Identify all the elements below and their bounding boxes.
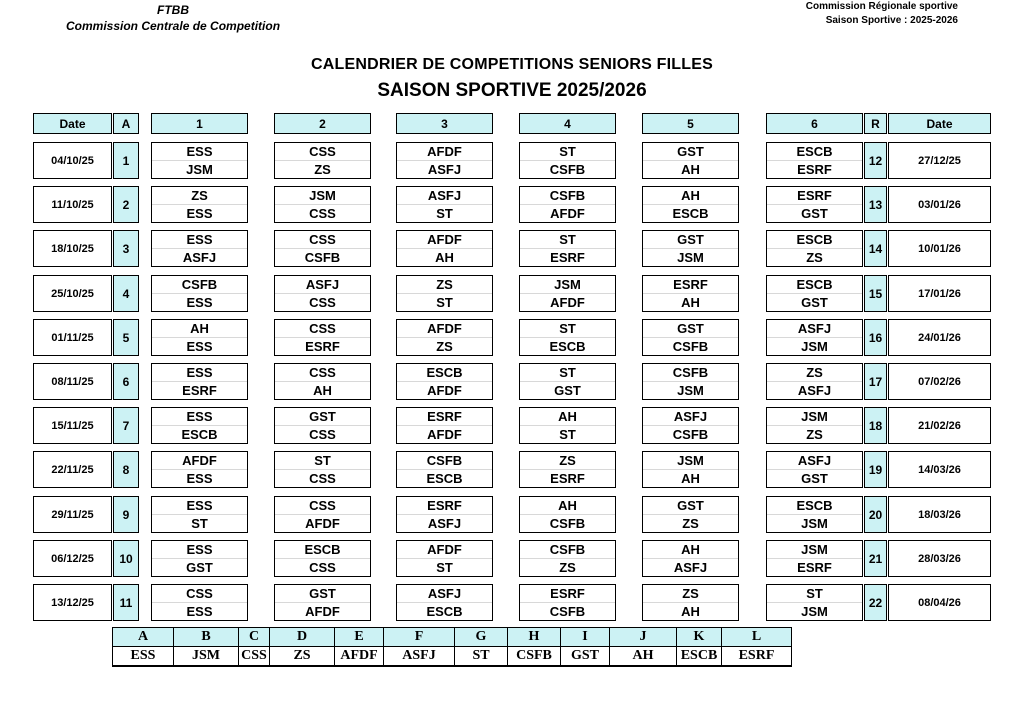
match-box <box>519 540 616 577</box>
home-team: CSS <box>275 497 370 515</box>
round-number-aller: 6 <box>113 363 139 400</box>
away-team: ASFJ <box>673 560 708 575</box>
round-number-retour: 16 <box>864 319 887 356</box>
round-date-retour: 21/02/26 <box>888 407 991 444</box>
match-box <box>274 496 371 533</box>
regional-header <box>806 0 958 28</box>
match-box <box>151 230 248 267</box>
round-date: 06/12/25 <box>33 540 112 577</box>
match-box <box>151 451 248 488</box>
round-date-retour: 17/01/26 <box>888 275 991 312</box>
legend-letter: I <box>561 628 610 647</box>
header-date-retour: Date <box>888 113 991 134</box>
match-box <box>642 186 739 223</box>
team-legend <box>112 627 792 667</box>
home-team: ASFJ <box>767 320 862 338</box>
match-box <box>519 275 616 312</box>
home-team: ASFJ <box>397 585 492 603</box>
home-team: ZS <box>643 585 738 603</box>
round-date-retour: 03/01/26 <box>888 186 991 223</box>
regional-commission: Commission Régionale sportive <box>805 1 958 12</box>
legend-team: ASFJ <box>384 647 455 667</box>
home-team: ST <box>520 231 615 249</box>
legend-team: AH <box>610 647 677 667</box>
legend-team: AFDF <box>335 647 384 667</box>
match-box <box>642 319 739 356</box>
home-team: ESS <box>152 364 247 382</box>
legend-team: ESS <box>113 647 174 667</box>
match-box <box>396 186 493 223</box>
match-box <box>519 319 616 356</box>
home-team: ESRF <box>397 497 492 515</box>
home-team: AFDF <box>397 231 492 249</box>
round-date-retour: 08/04/26 <box>888 584 991 621</box>
away-team: ESS <box>186 471 213 486</box>
away-team: AFDF <box>427 383 462 398</box>
round-number-aller: 3 <box>113 230 139 267</box>
page-title: CALENDRIER DE COMPETITIONS SENIORS FILLES <box>310 56 713 73</box>
home-team: ZS <box>520 452 615 470</box>
home-team: CSFB <box>397 452 492 470</box>
round-number-retour: 14 <box>864 230 887 267</box>
home-team: JSM <box>520 276 615 294</box>
home-team: AFDF <box>397 541 492 559</box>
away-team: AH <box>681 162 700 177</box>
match-box <box>274 407 371 444</box>
match-box <box>642 230 739 267</box>
round-date: 04/10/25 <box>33 142 112 179</box>
home-team: AFDF <box>397 143 492 161</box>
round-number-retour: 21 <box>864 540 887 577</box>
header-game-2: 2 <box>274 113 371 134</box>
away-team: JSM <box>801 604 828 619</box>
round-number-retour: 22 <box>864 584 887 621</box>
match-box <box>274 186 371 223</box>
match-box <box>519 407 616 444</box>
round-number-aller: 11 <box>113 584 139 621</box>
away-team: CSFB <box>549 162 586 177</box>
home-team: ESCB <box>767 497 862 515</box>
away-team: AFDF <box>305 516 340 531</box>
away-team: AFDF <box>550 295 585 310</box>
away-team: AFDF <box>305 604 340 619</box>
home-team: CSFB <box>152 276 247 294</box>
match-box <box>274 275 371 312</box>
away-team: ASFJ <box>427 516 462 531</box>
home-team: ESRF <box>643 276 738 294</box>
round-date: 01/11/25 <box>33 319 112 356</box>
home-team: JSM <box>643 452 738 470</box>
home-team: GST <box>643 143 738 161</box>
match-box <box>766 584 863 621</box>
match-box <box>766 230 863 267</box>
away-team: ZS <box>806 427 823 442</box>
home-team: AH <box>520 497 615 515</box>
away-team: GST <box>554 383 581 398</box>
away-team: AH <box>435 250 454 265</box>
round-number-aller: 5 <box>113 319 139 356</box>
away-team: CSS <box>309 471 336 486</box>
round-date: 22/11/25 <box>33 451 112 488</box>
match-box <box>396 363 493 400</box>
away-team: AH <box>681 295 700 310</box>
away-team: ZS <box>559 560 576 575</box>
round-number-retour: 18 <box>864 407 887 444</box>
away-team: ESRF <box>550 250 585 265</box>
away-team: AH <box>681 471 700 486</box>
home-team: ESS <box>152 408 247 426</box>
home-team: ESRF <box>767 187 862 205</box>
away-team: ESRF <box>305 339 340 354</box>
match-box <box>766 540 863 577</box>
legend-team: ST <box>455 647 508 667</box>
header-date: Date <box>33 113 112 134</box>
round-number-retour: 13 <box>864 186 887 223</box>
away-team: ESCB <box>672 206 709 221</box>
match-box <box>766 496 863 533</box>
legend-team: ZS <box>270 647 335 667</box>
home-team: ASFJ <box>397 187 492 205</box>
home-team: AFDF <box>397 320 492 338</box>
home-team: CSS <box>275 364 370 382</box>
away-team: CSS <box>309 206 336 221</box>
round-number-retour: 15 <box>864 275 887 312</box>
home-team: GST <box>643 231 738 249</box>
round-date: 25/10/25 <box>33 275 112 312</box>
round-number-aller: 9 <box>113 496 139 533</box>
away-team: ESRF <box>182 383 217 398</box>
home-team: AH <box>152 320 247 338</box>
away-team: CSFB <box>672 339 709 354</box>
match-box <box>396 584 493 621</box>
home-team: CSFB <box>520 187 615 205</box>
round-number-aller: 7 <box>113 407 139 444</box>
match-box <box>642 363 739 400</box>
away-team: ZS <box>314 162 331 177</box>
home-team: ST <box>767 585 862 603</box>
legend-teams-row <box>113 647 792 667</box>
away-team: GST <box>801 206 828 221</box>
round-number-aller: 10 <box>113 540 139 577</box>
match-box <box>274 319 371 356</box>
header-game-4: 4 <box>519 113 616 134</box>
round-date-retour: 27/12/25 <box>888 142 991 179</box>
away-team: AFDF <box>427 427 462 442</box>
home-team: GST <box>275 585 370 603</box>
match-box <box>642 275 739 312</box>
away-team: ZS <box>436 339 453 354</box>
away-team: ZS <box>806 250 823 265</box>
season-label: Saison Sportive : 2025-2026 <box>825 15 958 26</box>
away-team: ASFJ <box>182 250 217 265</box>
home-team: ZS <box>397 276 492 294</box>
header-game-6: 6 <box>766 113 863 134</box>
header-game-3: 3 <box>396 113 493 134</box>
match-box <box>766 363 863 400</box>
home-team: ESCB <box>767 231 862 249</box>
federation-name: FTBB <box>157 3 190 17</box>
round-number-aller: 2 <box>113 186 139 223</box>
match-box <box>274 230 371 267</box>
away-team: JSM <box>186 162 213 177</box>
match-box <box>274 363 371 400</box>
match-box <box>642 540 739 577</box>
home-team: GST <box>275 408 370 426</box>
home-team: ST <box>275 452 370 470</box>
round-date-retour: 14/03/26 <box>888 451 991 488</box>
away-team: ESCB <box>549 339 586 354</box>
match-box <box>519 142 616 179</box>
home-team: AH <box>520 408 615 426</box>
away-team: ESS <box>186 295 213 310</box>
legend-letter: D <box>270 628 335 647</box>
away-team: CSS <box>309 560 336 575</box>
home-team: ESS <box>152 231 247 249</box>
match-box <box>642 496 739 533</box>
match-box <box>766 451 863 488</box>
away-team: ESS <box>186 339 213 354</box>
match-box <box>274 451 371 488</box>
round-date-retour: 18/03/26 <box>888 496 991 533</box>
match-box <box>396 407 493 444</box>
match-box <box>151 142 248 179</box>
header-game-1: 1 <box>151 113 248 134</box>
away-team: JSM <box>801 339 828 354</box>
match-box <box>396 451 493 488</box>
home-team: ESCB <box>767 276 862 294</box>
away-team: ASFJ <box>797 383 832 398</box>
away-team: JSM <box>677 250 704 265</box>
home-team: ESRF <box>520 585 615 603</box>
round-number-retour: 12 <box>864 142 887 179</box>
away-team: ESCB <box>181 427 218 442</box>
away-team: ZS <box>682 516 699 531</box>
home-team: ESCB <box>767 143 862 161</box>
round-date-retour: 07/02/26 <box>888 363 991 400</box>
away-team: AH <box>681 604 700 619</box>
round-number-aller: 4 <box>113 275 139 312</box>
home-team: GST <box>643 497 738 515</box>
match-box <box>151 407 248 444</box>
legend-letter: C <box>239 628 270 647</box>
legend-letter: L <box>722 628 792 647</box>
home-team: AFDF <box>152 452 247 470</box>
home-team: CSS <box>275 231 370 249</box>
legend-letter: J <box>610 628 677 647</box>
home-team: ST <box>520 143 615 161</box>
match-box <box>151 584 248 621</box>
header-game-5: 5 <box>642 113 739 134</box>
home-team: CSFB <box>643 364 738 382</box>
home-team: ASFJ <box>767 452 862 470</box>
header-retour: R <box>864 113 887 134</box>
round-number-aller: 8 <box>113 451 139 488</box>
match-box <box>151 540 248 577</box>
match-box <box>519 363 616 400</box>
round-number-retour: 17 <box>864 363 887 400</box>
away-team: GST <box>801 471 828 486</box>
legend-letter: E <box>335 628 384 647</box>
away-team: CSS <box>309 295 336 310</box>
away-team: ASFJ <box>427 162 462 177</box>
home-team: JSM <box>275 187 370 205</box>
round-date: 18/10/25 <box>33 230 112 267</box>
match-box <box>274 584 371 621</box>
match-box <box>151 275 248 312</box>
home-team: CSS <box>152 585 247 603</box>
home-team: JSM <box>767 541 862 559</box>
match-box <box>642 584 739 621</box>
match-box <box>642 407 739 444</box>
home-team: GST <box>643 320 738 338</box>
round-date: 13/12/25 <box>33 584 112 621</box>
match-box <box>766 186 863 223</box>
home-team: ESRF <box>397 408 492 426</box>
legend-letters-row <box>113 628 792 647</box>
away-team: ESS <box>186 604 213 619</box>
match-box <box>151 363 248 400</box>
match-box <box>151 319 248 356</box>
match-box <box>274 540 371 577</box>
match-box <box>642 142 739 179</box>
home-team: CSS <box>275 143 370 161</box>
home-team: ZS <box>767 364 862 382</box>
legend-team: CSS <box>239 647 270 667</box>
away-team: JSM <box>801 516 828 531</box>
away-team: AFDF <box>550 206 585 221</box>
home-team: ESCB <box>397 364 492 382</box>
round-date: 11/10/25 <box>33 186 112 223</box>
match-box <box>766 275 863 312</box>
match-box <box>396 496 493 533</box>
round-date: 08/11/25 <box>33 363 112 400</box>
match-box <box>396 540 493 577</box>
round-date-retour: 28/03/26 <box>888 540 991 577</box>
match-box <box>519 451 616 488</box>
away-team: ESCB <box>426 604 463 619</box>
legend-letter: B <box>174 628 239 647</box>
legend-team: JSM <box>174 647 239 667</box>
match-box <box>396 142 493 179</box>
match-box <box>519 230 616 267</box>
away-team: ST <box>191 516 208 531</box>
match-box <box>151 186 248 223</box>
round-date: 29/11/25 <box>33 496 112 533</box>
match-box <box>396 230 493 267</box>
round-date-retour: 10/01/26 <box>888 230 991 267</box>
away-team: CSFB <box>549 516 586 531</box>
page-subtitle: SAISON SPORTIVE 2025/2026 <box>377 80 647 101</box>
match-box <box>642 451 739 488</box>
match-box <box>396 275 493 312</box>
legend-letter: G <box>455 628 508 647</box>
home-team: ESS <box>152 143 247 161</box>
match-box <box>274 142 371 179</box>
away-team: ESRF <box>797 560 832 575</box>
away-team: ESRF <box>797 162 832 177</box>
home-team: ST <box>520 320 615 338</box>
legend-team: ESCB <box>677 647 722 667</box>
away-team: CSFB <box>549 604 586 619</box>
match-box <box>766 407 863 444</box>
round-number-retour: 19 <box>864 451 887 488</box>
home-team: ZS <box>152 187 247 205</box>
legend-letter: F <box>384 628 455 647</box>
round-number-aller: 1 <box>113 142 139 179</box>
legend-letter: H <box>508 628 561 647</box>
federation-header <box>66 2 280 34</box>
legend-letter: K <box>677 628 722 647</box>
round-date: 15/11/25 <box>33 407 112 444</box>
match-box <box>396 319 493 356</box>
home-team: ESCB <box>275 541 370 559</box>
away-team: ST <box>436 560 453 575</box>
home-team: JSM <box>767 408 862 426</box>
away-team: ST <box>436 295 453 310</box>
away-team: CSFB <box>672 427 709 442</box>
away-team: GST <box>801 295 828 310</box>
away-team: ST <box>559 427 576 442</box>
home-team: ESS <box>152 497 247 515</box>
away-team: JSM <box>677 383 704 398</box>
away-team: AH <box>313 383 332 398</box>
away-team: ESCB <box>426 471 463 486</box>
away-team: CSFB <box>304 250 341 265</box>
legend-team: ESRF <box>722 647 792 667</box>
commission-name: Commission Centrale de Competition <box>66 19 281 33</box>
legend-team: GST <box>561 647 610 667</box>
round-date-retour: 24/01/26 <box>888 319 991 356</box>
away-team: ESRF <box>550 471 585 486</box>
away-team: ST <box>436 206 453 221</box>
match-box <box>766 142 863 179</box>
home-team: CSS <box>275 320 370 338</box>
legend-letter: A <box>113 628 174 647</box>
home-team: ASFJ <box>643 408 738 426</box>
legend-team: CSFB <box>508 647 561 667</box>
match-box <box>519 186 616 223</box>
match-box <box>766 319 863 356</box>
match-box <box>519 584 616 621</box>
away-team: CSS <box>309 427 336 442</box>
home-team: ASFJ <box>275 276 370 294</box>
home-team: ST <box>520 364 615 382</box>
home-team: AH <box>643 541 738 559</box>
match-box <box>151 496 248 533</box>
home-team: ESS <box>152 541 247 559</box>
home-team: CSFB <box>520 541 615 559</box>
home-team: AH <box>643 187 738 205</box>
round-number-retour: 20 <box>864 496 887 533</box>
header-aller: A <box>113 113 139 134</box>
away-team: GST <box>186 560 213 575</box>
match-box <box>519 496 616 533</box>
away-team: ESS <box>186 206 213 221</box>
